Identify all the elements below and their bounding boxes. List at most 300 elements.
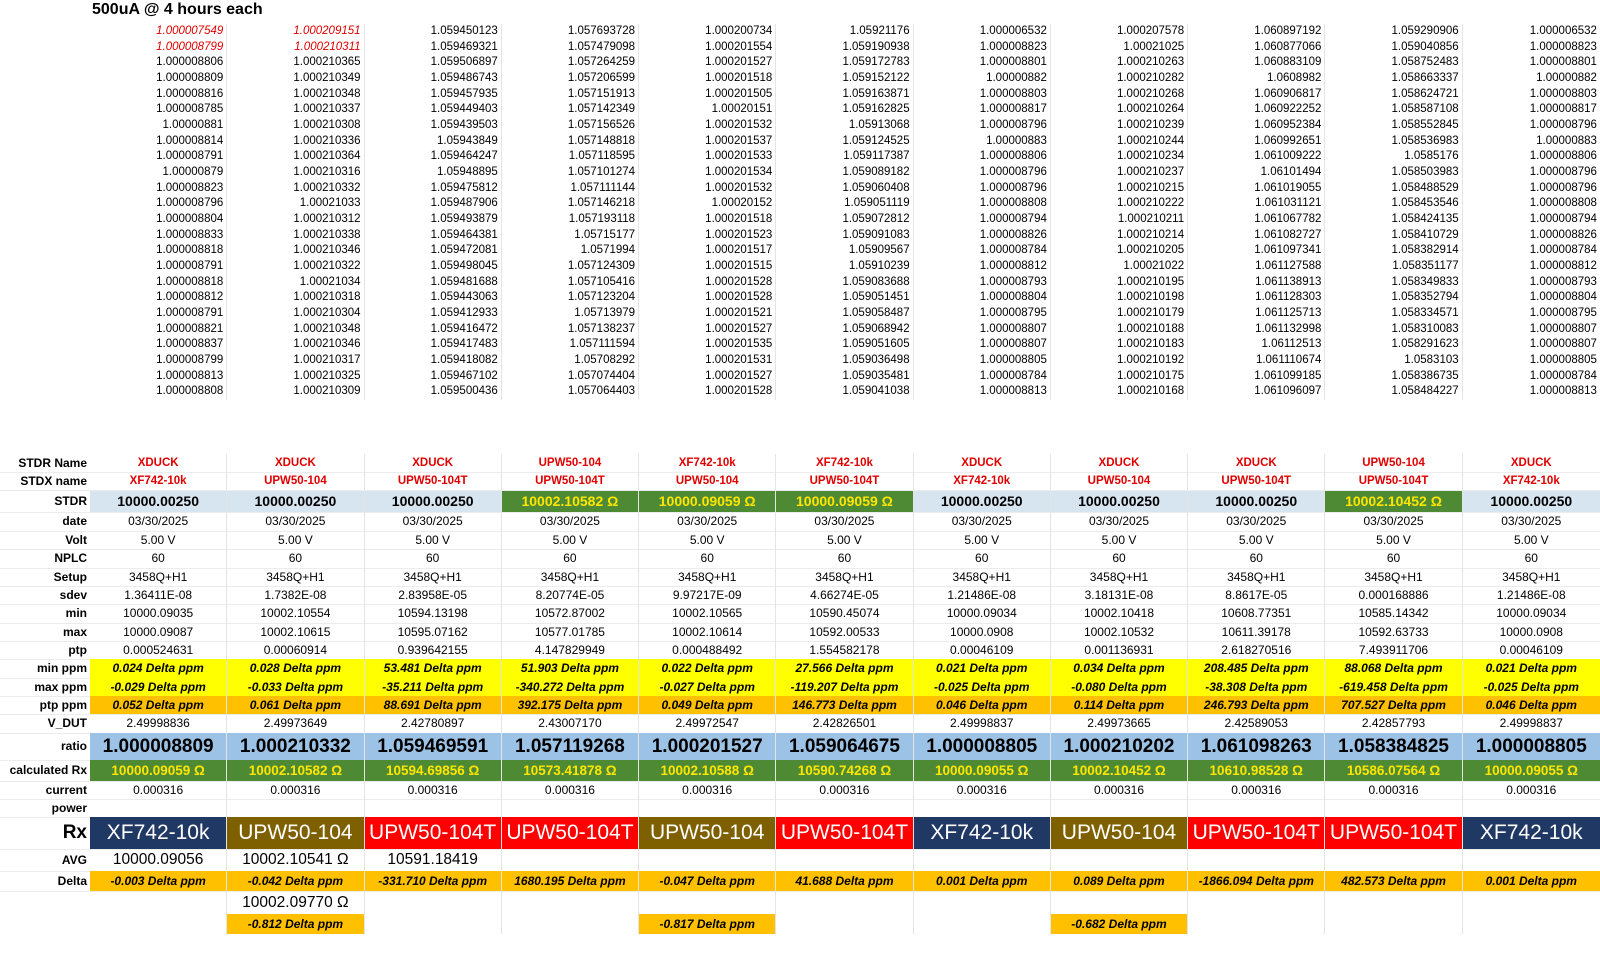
extra-delta-cell[interactable]: -0.817 Delta ppm — [639, 914, 776, 934]
data-cell[interactable]: 1.057479098 — [502, 40, 639, 56]
v-dut-cell[interactable]: 2.49973649 — [227, 714, 364, 733]
data-cell[interactable]: 1.058351177 — [1325, 259, 1462, 275]
data-cell[interactable]: 1.061031121 — [1188, 196, 1325, 212]
data-cell[interactable]: 1.0571994 — [502, 243, 639, 259]
nplc-cell[interactable]: 60 — [365, 549, 502, 568]
nplc-cell[interactable]: 60 — [1524, 551, 1538, 565]
data-cell[interactable]: 1.000008806 — [1529, 150, 1597, 163]
data-cell[interactable]: 1.000210338 — [227, 228, 364, 244]
data-cell[interactable]: 1.059500436 — [365, 384, 502, 400]
data-cell[interactable]: 1.059190938 — [776, 40, 913, 56]
data-cell[interactable]: 1.000201537 — [639, 134, 776, 150]
stdx-name-cell[interactable]: UPW50-104 — [227, 472, 364, 490]
stdx-name-cell[interactable]: UPW50-104 — [1051, 472, 1188, 490]
data-cell[interactable]: 1.00021025 — [1051, 40, 1188, 56]
avg-cell[interactable] — [1325, 849, 1462, 871]
data-cell[interactable]: 1.061099185 — [1188, 369, 1325, 385]
stdr-name-cell[interactable]: XF742-10k — [776, 454, 913, 472]
data-cell[interactable]: 1.058382914 — [1325, 243, 1462, 259]
power-cell[interactable] — [1051, 799, 1188, 817]
row-label[interactable] — [0, 914, 90, 934]
volt-cell[interactable]: 5.00 V — [1513, 533, 1549, 547]
date-cell[interactable]: 03/30/2025 — [227, 512, 364, 531]
delta-cell[interactable]: 1680.195 Delta ppm — [502, 871, 639, 891]
data-cell[interactable]: 1.059481688 — [365, 275, 502, 291]
max-cell[interactable]: 10595.07162 — [365, 623, 502, 641]
data-cell[interactable]: 1.059417483 — [365, 337, 502, 353]
v-dut-cell[interactable]: 2.43007170 — [502, 714, 639, 733]
power-cell[interactable] — [1463, 799, 1600, 817]
row-label[interactable]: ptp ppm — [39, 698, 87, 712]
data-cell[interactable]: 1.000209151 — [227, 24, 364, 40]
stdx-name-cell[interactable]: UPW50-104T — [1188, 472, 1325, 490]
data-cell[interactable]: 1.057118595 — [502, 149, 639, 165]
current-cell[interactable]: 0.000316 — [365, 781, 502, 799]
data-cell[interactable]: 1.000210215 — [1051, 181, 1188, 197]
data-cell[interactable]: 1.000210282 — [1051, 71, 1188, 87]
row-label[interactable] — [0, 259, 90, 275]
v-dut-cell[interactable]: 2.49973665 — [1051, 714, 1188, 733]
volt-cell[interactable]: 5.00 V — [776, 531, 913, 549]
calculated-rx-cell[interactable]: 10573.41878 Ω — [502, 760, 639, 781]
ptp-cell[interactable]: 0.939642155 — [365, 641, 502, 659]
data-cell[interactable]: 1.0585176 — [1325, 149, 1462, 165]
data-cell[interactable]: 1.000008794 — [914, 212, 1051, 228]
row-label[interactable]: current — [45, 783, 87, 797]
rx-cell[interactable]: UPW50-104 — [227, 817, 364, 849]
data-cell[interactable]: 1.000008791 — [90, 149, 227, 165]
current-cell[interactable]: 0.000316 — [914, 781, 1051, 799]
data-cell[interactable]: 1.000201534 — [639, 165, 776, 181]
max-ppm-cell[interactable]: -0.025 Delta ppm — [914, 678, 1051, 696]
avg-cell[interactable]: 10002.10541 Ω — [227, 849, 364, 871]
delta-cell[interactable]: 41.688 Delta ppm — [776, 871, 913, 891]
data-cell[interactable]: 1.000201517 — [639, 243, 776, 259]
power-cell[interactable] — [365, 799, 502, 817]
extra-value-cell[interactable] — [365, 891, 502, 914]
row-label[interactable]: power — [51, 801, 87, 815]
data-cell[interactable]: 1.000210175 — [1051, 369, 1188, 385]
data-cell[interactable]: 1.059464247 — [365, 149, 502, 165]
max-ppm-cell[interactable]: -340.272 Delta ppm — [502, 678, 639, 696]
row-label[interactable] — [0, 118, 90, 134]
current-cell[interactable]: 0.000316 — [1325, 781, 1462, 799]
data-cell[interactable]: 1.000008807 — [914, 337, 1051, 353]
rx-cell[interactable]: UPW50-104 — [1051, 817, 1188, 849]
stdr-cell[interactable]: 10000.00250 — [914, 491, 1051, 512]
ratio-cell[interactable]: 1.059469591 — [365, 733, 502, 760]
max-cell[interactable]: 10000.0908 — [1499, 625, 1563, 639]
extra-delta-cell[interactable]: -0.682 Delta ppm — [1051, 914, 1188, 934]
volt-cell[interactable]: 5.00 V — [90, 531, 227, 549]
setup-cell[interactable]: 3458Q+H1 — [1502, 570, 1561, 584]
rx-cell[interactable]: UPW50-104T — [502, 817, 639, 849]
extra-delta-cell[interactable] — [90, 914, 227, 934]
nplc-cell[interactable]: 60 — [90, 549, 227, 568]
current-cell[interactable]: 0.000316 — [776, 781, 913, 799]
volt-cell[interactable]: 5.00 V — [914, 531, 1051, 549]
setup-cell[interactable]: 3458Q+H1 — [502, 568, 639, 586]
data-cell[interactable]: 1.059443063 — [365, 290, 502, 306]
nplc-cell[interactable]: 60 — [1188, 549, 1325, 568]
v-dut-cell[interactable]: 2.42857793 — [1325, 714, 1462, 733]
setup-cell[interactable]: 3458Q+H1 — [1051, 568, 1188, 586]
data-cell[interactable]: 1.057206599 — [502, 71, 639, 87]
data-cell[interactable]: 1.058310083 — [1325, 322, 1462, 338]
avg-cell[interactable] — [502, 849, 639, 871]
data-cell[interactable]: 1.000201527 — [639, 322, 776, 338]
data-cell[interactable]: 1.000210304 — [227, 306, 364, 322]
data-cell[interactable]: 1.000008806 — [90, 55, 227, 71]
stdr-name-cell[interactable]: XDUCK — [1051, 454, 1188, 472]
ptp-ppm-cell[interactable]: 0.061 Delta ppm — [227, 696, 364, 714]
data-cell[interactable]: 1.000008796 — [914, 118, 1051, 134]
v-dut-cell[interactable]: 2.49972547 — [639, 714, 776, 733]
data-cell[interactable]: 1.061110674 — [1188, 353, 1325, 369]
setup-cell[interactable]: 3458Q+H1 — [776, 568, 913, 586]
data-cell[interactable]: 1.000201518 — [639, 212, 776, 228]
stdr-cell[interactable]: 10000.00250 — [365, 491, 502, 512]
volt-cell[interactable]: 5.00 V — [1051, 531, 1188, 549]
data-cell[interactable]: 1.060877066 — [1188, 40, 1325, 56]
current-cell[interactable]: 0.000316 — [227, 781, 364, 799]
calculated-rx-cell[interactable]: 10586.07564 Ω — [1325, 760, 1462, 781]
extra-value-cell[interactable] — [1463, 891, 1600, 914]
stdr-name-cell[interactable]: XDUCK — [1510, 457, 1552, 469]
row-label[interactable]: ptp — [68, 643, 87, 657]
data-cell[interactable]: 1.000210264 — [1051, 102, 1188, 118]
data-cell[interactable]: 1.000210348 — [227, 322, 364, 338]
data-cell[interactable]: 1.000008826 — [914, 228, 1051, 244]
extra-delta-cell[interactable] — [365, 914, 502, 934]
ptp-ppm-cell[interactable]: 0.046 Delta ppm — [914, 696, 1051, 714]
data-cell[interactable]: 1.059475812 — [365, 181, 502, 197]
data-cell[interactable]: 1.000008795 — [1529, 307, 1597, 320]
data-cell[interactable]: 1.059083688 — [776, 275, 913, 291]
ratio-cell[interactable]: 1.058384825 — [1325, 733, 1462, 760]
data-cell[interactable]: 1.000201532 — [639, 118, 776, 134]
max-ppm-cell[interactable]: -0.029 Delta ppm — [90, 678, 227, 696]
ratio-cell[interactable]: 1.000008805 — [914, 733, 1051, 760]
data-cell[interactable]: 1.058291623 — [1325, 337, 1462, 353]
data-cell[interactable]: 1.000210322 — [227, 259, 364, 275]
data-cell[interactable]: 1.058536983 — [1325, 134, 1462, 150]
data-cell[interactable]: 1.000201521 — [639, 306, 776, 322]
data-cell[interactable]: 1.059051605 — [776, 337, 913, 353]
row-label[interactable] — [0, 165, 90, 181]
row-label[interactable] — [0, 149, 90, 165]
current-cell[interactable]: 0.000316 — [1188, 781, 1325, 799]
ptp-cell[interactable]: 0.00046109 — [1499, 643, 1563, 657]
data-cell[interactable]: 1.059486743 — [365, 71, 502, 87]
current-cell[interactable]: 0.000316 — [1506, 783, 1557, 797]
data-cell[interactable]: 1.000201535 — [639, 337, 776, 353]
data-cell[interactable]: 1.059472081 — [365, 243, 502, 259]
extra-value-cell[interactable] — [776, 891, 913, 914]
data-cell[interactable]: 1.000210168 — [1051, 384, 1188, 400]
ptp-cell[interactable]: 1.554582178 — [776, 641, 913, 659]
data-cell[interactable]: 1.05909567 — [776, 243, 913, 259]
data-cell[interactable]: 1.000008837 — [90, 337, 227, 353]
data-cell[interactable]: 1.061097341 — [1188, 243, 1325, 259]
data-cell[interactable]: 1.059172783 — [776, 55, 913, 71]
data-cell[interactable]: 1.000210211 — [1051, 212, 1188, 228]
data-cell[interactable]: 1.059418082 — [365, 353, 502, 369]
data-cell[interactable]: 1.000210179 — [1051, 306, 1188, 322]
delta-cell[interactable]: -0.047 Delta ppm — [639, 871, 776, 891]
data-cell[interactable]: 1.000210188 — [1051, 322, 1188, 338]
current-cell[interactable]: 0.000316 — [1051, 781, 1188, 799]
data-cell[interactable]: 1.000008801 — [1529, 56, 1597, 69]
max-ppm-cell[interactable]: -119.207 Delta ppm — [776, 678, 913, 696]
extra-value-cell[interactable] — [1051, 891, 1188, 914]
data-cell[interactable]: 1.000008813 — [1529, 385, 1597, 398]
power-cell[interactable] — [776, 799, 913, 817]
data-cell[interactable]: 1.057693728 — [502, 24, 639, 40]
data-cell[interactable]: 1.000008812 — [914, 259, 1051, 275]
data-cell[interactable]: 1.059040856 — [1325, 40, 1462, 56]
data-cell[interactable]: 1.000210318 — [227, 290, 364, 306]
data-cell[interactable]: 1.000008784 — [1529, 369, 1597, 382]
row-label[interactable] — [0, 24, 90, 40]
max-ppm-cell[interactable]: -0.080 Delta ppm — [1051, 678, 1188, 696]
v-dut-cell[interactable]: 2.42589053 — [1188, 714, 1325, 733]
data-cell[interactable]: 1.05715177 — [502, 228, 639, 244]
stdx-name-cell[interactable]: XF742-10k — [914, 472, 1051, 490]
data-cell[interactable]: 1.059162825 — [776, 102, 913, 118]
avg-cell[interactable] — [1051, 849, 1188, 871]
stdr-name-cell[interactable]: XF742-10k — [639, 454, 776, 472]
data-cell[interactable]: 1.057156526 — [502, 118, 639, 134]
data-cell[interactable]: 1.061127588 — [1188, 259, 1325, 275]
data-cell[interactable]: 1.057124309 — [502, 259, 639, 275]
data-cell[interactable]: 1.000210337 — [227, 102, 364, 118]
setup-cell[interactable]: 3458Q+H1 — [365, 568, 502, 586]
ptp-ppm-cell[interactable]: 392.175 Delta ppm — [502, 696, 639, 714]
ptp-cell[interactable]: 0.00060914 — [227, 641, 364, 659]
delta-cell[interactable]: -1866.094 Delta ppm — [1188, 871, 1325, 891]
row-label[interactable]: max ppm — [34, 680, 87, 694]
max-cell[interactable]: 10592.63733 — [1325, 623, 1462, 641]
data-cell[interactable]: 1.000008794 — [1529, 213, 1597, 226]
data-cell[interactable]: 1.000008818 — [90, 243, 227, 259]
data-cell[interactable]: 1.000008804 — [914, 290, 1051, 306]
min-ppm-cell[interactable]: 0.022 Delta ppm — [639, 659, 776, 678]
stdx-name-cell[interactable]: XF742-10k — [90, 472, 227, 490]
power-cell[interactable] — [90, 799, 227, 817]
nplc-cell[interactable]: 60 — [914, 549, 1051, 568]
row-label[interactable]: STDX name — [20, 474, 87, 488]
data-cell[interactable]: 1.059457935 — [365, 87, 502, 103]
data-cell[interactable]: 1.058552845 — [1325, 118, 1462, 134]
data-cell[interactable]: 1.059035481 — [776, 369, 913, 385]
power-cell[interactable] — [227, 799, 364, 817]
data-cell[interactable]: 1.06101494 — [1188, 165, 1325, 181]
data-cell[interactable]: 1.000008784 — [914, 243, 1051, 259]
calculated-rx-cell[interactable]: 10002.10452 Ω — [1051, 760, 1188, 781]
extra-value-cell[interactable] — [1188, 891, 1325, 914]
data-cell[interactable]: 1.057264259 — [502, 55, 639, 71]
row-label[interactable] — [0, 891, 90, 914]
rx-cell[interactable]: UPW50-104T — [365, 817, 502, 849]
max-ppm-cell[interactable]: -38.308 Delta ppm — [1188, 678, 1325, 696]
data-cell[interactable]: 1.000008796 — [914, 181, 1051, 197]
data-cell[interactable]: 1.057123204 — [502, 290, 639, 306]
data-cell[interactable]: 1.058424135 — [1325, 212, 1462, 228]
data-cell[interactable]: 1.000008803 — [914, 87, 1051, 103]
extra-value-cell[interactable] — [1325, 891, 1462, 914]
delta-cell[interactable]: -0.003 Delta ppm — [90, 871, 227, 891]
data-cell[interactable]: 1.000201518 — [639, 71, 776, 87]
max-ppm-cell[interactable]: -0.025 Delta ppm — [1463, 678, 1600, 696]
data-cell[interactable]: 1.000008799 — [90, 40, 227, 56]
sdev-cell[interactable]: 1.21486E-08 — [914, 586, 1051, 604]
data-cell[interactable]: 1.061009222 — [1188, 149, 1325, 165]
min-cell[interactable]: 10590.45074 — [776, 604, 913, 623]
data-cell[interactable]: 1.000008803 — [1529, 87, 1597, 100]
data-cell[interactable]: 1.0583103 — [1325, 353, 1462, 369]
sdev-cell[interactable]: 4.66274E-05 — [776, 586, 913, 604]
data-cell[interactable]: 1.0608982 — [1188, 71, 1325, 87]
row-label[interactable] — [0, 290, 90, 306]
min-ppm-cell[interactable]: 0.034 Delta ppm — [1051, 659, 1188, 678]
setup-cell[interactable]: 3458Q+H1 — [227, 568, 364, 586]
row-label[interactable]: calculated Rx — [9, 763, 87, 777]
row-label[interactable] — [0, 196, 90, 212]
extra-delta-cell[interactable] — [1188, 914, 1325, 934]
min-ppm-cell[interactable]: 27.566 Delta ppm — [776, 659, 913, 678]
data-cell[interactable]: 1.061019055 — [1188, 181, 1325, 197]
data-cell[interactable]: 1.061132998 — [1188, 322, 1325, 338]
sdev-cell[interactable]: 1.21486E-08 — [1496, 588, 1566, 602]
ptp-ppm-cell[interactable]: 0.046 Delta ppm — [1463, 696, 1600, 714]
data-cell[interactable]: 1.000210205 — [1051, 243, 1188, 259]
volt-cell[interactable]: 5.00 V — [1325, 531, 1462, 549]
data-cell[interactable]: 1.000008793 — [1529, 275, 1597, 288]
ptp-cell[interactable]: 7.493911706 — [1325, 641, 1462, 659]
data-cell[interactable]: 1.000210336 — [227, 134, 364, 150]
data-cell[interactable]: 1.059163871 — [776, 87, 913, 103]
sdev-cell[interactable]: 8.20774E-05 — [502, 586, 639, 604]
data-cell[interactable]: 1.000008818 — [90, 275, 227, 291]
min-cell[interactable]: 10000.09034 — [914, 604, 1051, 623]
min-ppm-cell[interactable]: 0.028 Delta ppm — [227, 659, 364, 678]
data-cell[interactable]: 1.059290906 — [1325, 24, 1462, 40]
data-cell[interactable]: 1.06112513 — [1188, 337, 1325, 353]
min-ppm-cell[interactable]: 53.481 Delta ppm — [365, 659, 502, 678]
max-cell[interactable]: 10000.09087 — [90, 623, 227, 641]
stdx-name-cell[interactable]: XF742-10k — [1502, 475, 1560, 487]
data-cell[interactable]: 1.059091083 — [776, 228, 913, 244]
data-cell[interactable]: 1.000006532 — [1529, 25, 1597, 37]
data-cell[interactable]: 1.000210309 — [227, 384, 364, 400]
data-cell[interactable]: 1.059072812 — [776, 212, 913, 228]
rx-cell[interactable]: UPW50-104 — [639, 817, 776, 849]
stdx-name-cell[interactable]: UPW50-104T — [776, 472, 913, 490]
data-cell[interactable]: 1.000210348 — [227, 87, 364, 103]
data-cell[interactable]: 1.058410729 — [1325, 228, 1462, 244]
v-dut-cell[interactable]: 2.42780897 — [365, 714, 502, 733]
data-cell[interactable]: 1.000210183 — [1051, 337, 1188, 353]
data-cell[interactable]: 1.000210192 — [1051, 353, 1188, 369]
max-ppm-cell[interactable]: -0.033 Delta ppm — [227, 678, 364, 696]
data-cell[interactable]: 1.059487906 — [365, 196, 502, 212]
data-cell[interactable]: 1.000008807 — [1529, 322, 1597, 335]
data-cell[interactable]: 1.059152122 — [776, 71, 913, 87]
data-cell[interactable]: 1.000201523 — [639, 228, 776, 244]
nplc-cell[interactable]: 60 — [639, 549, 776, 568]
data-cell[interactable]: 1.000008823 — [914, 40, 1051, 56]
date-cell[interactable]: 03/30/2025 — [90, 512, 227, 531]
data-cell[interactable]: 1.057074404 — [502, 369, 639, 385]
data-cell[interactable]: 1.000008808 — [914, 196, 1051, 212]
data-cell[interactable]: 1.000210365 — [227, 55, 364, 71]
data-cell[interactable]: 1.058663337 — [1325, 71, 1462, 87]
stdr-cell[interactable]: 10000.09059 Ω — [776, 491, 913, 512]
data-cell[interactable]: 1.058453546 — [1325, 196, 1462, 212]
data-cell[interactable]: 1.000008808 — [1529, 197, 1597, 210]
data-cell[interactable]: 1.000207578 — [1051, 24, 1188, 40]
max-cell[interactable]: 10002.10532 — [1051, 623, 1188, 641]
data-cell[interactable]: 1.000008804 — [90, 212, 227, 228]
data-cell[interactable]: 1.000210214 — [1051, 228, 1188, 244]
avg-cell[interactable] — [1188, 849, 1325, 871]
extra-delta-cell[interactable] — [502, 914, 639, 934]
extra-delta-cell[interactable] — [914, 914, 1051, 934]
data-cell[interactable]: 1.000008823 — [90, 181, 227, 197]
data-cell[interactable]: 1.000008812 — [90, 290, 227, 306]
data-cell[interactable]: 1.000008823 — [1529, 40, 1597, 53]
row-label[interactable] — [0, 181, 90, 197]
data-cell[interactable]: 1.000008814 — [90, 134, 227, 150]
date-cell[interactable]: 03/30/2025 — [639, 512, 776, 531]
data-cell[interactable]: 1.000008785 — [90, 102, 227, 118]
stdr-cell[interactable]: 10000.00250 — [1188, 491, 1325, 512]
ptp-ppm-cell[interactable]: 246.793 Delta ppm — [1188, 696, 1325, 714]
data-cell[interactable]: 1.000008791 — [90, 306, 227, 322]
data-cell[interactable]: 1.000008826 — [1529, 228, 1597, 241]
data-cell[interactable]: 1.058752483 — [1325, 55, 1462, 71]
data-cell[interactable]: 1.000210332 — [227, 181, 364, 197]
stdr-cell[interactable]: 10002.10582 Ω — [502, 491, 639, 512]
row-label[interactable] — [0, 322, 90, 338]
ptp-ppm-cell[interactable]: 707.527 Delta ppm — [1325, 696, 1462, 714]
extra-value-cell[interactable]: 10002.09770 Ω — [227, 891, 364, 914]
nplc-cell[interactable]: 60 — [1051, 549, 1188, 568]
data-cell[interactable]: 1.00000881 — [90, 118, 227, 134]
data-cell[interactable]: 1.000008813 — [90, 369, 227, 385]
data-cell[interactable]: 1.000210234 — [1051, 149, 1188, 165]
data-cell[interactable]: 1.000008813 — [914, 384, 1051, 400]
data-cell[interactable]: 1.000008784 — [914, 369, 1051, 385]
setup-cell[interactable]: 3458Q+H1 — [914, 568, 1051, 586]
data-cell[interactable]: 1.00020151 — [639, 102, 776, 118]
stdr-name-cell[interactable]: XDUCK — [914, 454, 1051, 472]
row-label[interactable] — [0, 306, 90, 322]
data-cell[interactable]: 1.000008791 — [90, 259, 227, 275]
data-cell[interactable]: 1.000210349 — [227, 71, 364, 87]
rx-cell[interactable]: XF742-10k — [90, 817, 227, 849]
calculated-rx-cell[interactable]: 10000.09055 Ω — [1463, 760, 1600, 781]
row-label[interactable]: Volt — [65, 533, 87, 547]
extra-delta-cell[interactable] — [1325, 914, 1462, 934]
extra-delta-cell[interactable]: -0.812 Delta ppm — [227, 914, 364, 934]
ratio-cell[interactable]: 1.000210202 — [1051, 733, 1188, 760]
data-cell[interactable]: 1.057148818 — [502, 134, 639, 150]
min-cell[interactable]: 10585.14342 — [1325, 604, 1462, 623]
row-label[interactable]: sdev — [59, 588, 87, 602]
data-cell[interactable]: 1.000007549 — [90, 24, 227, 40]
